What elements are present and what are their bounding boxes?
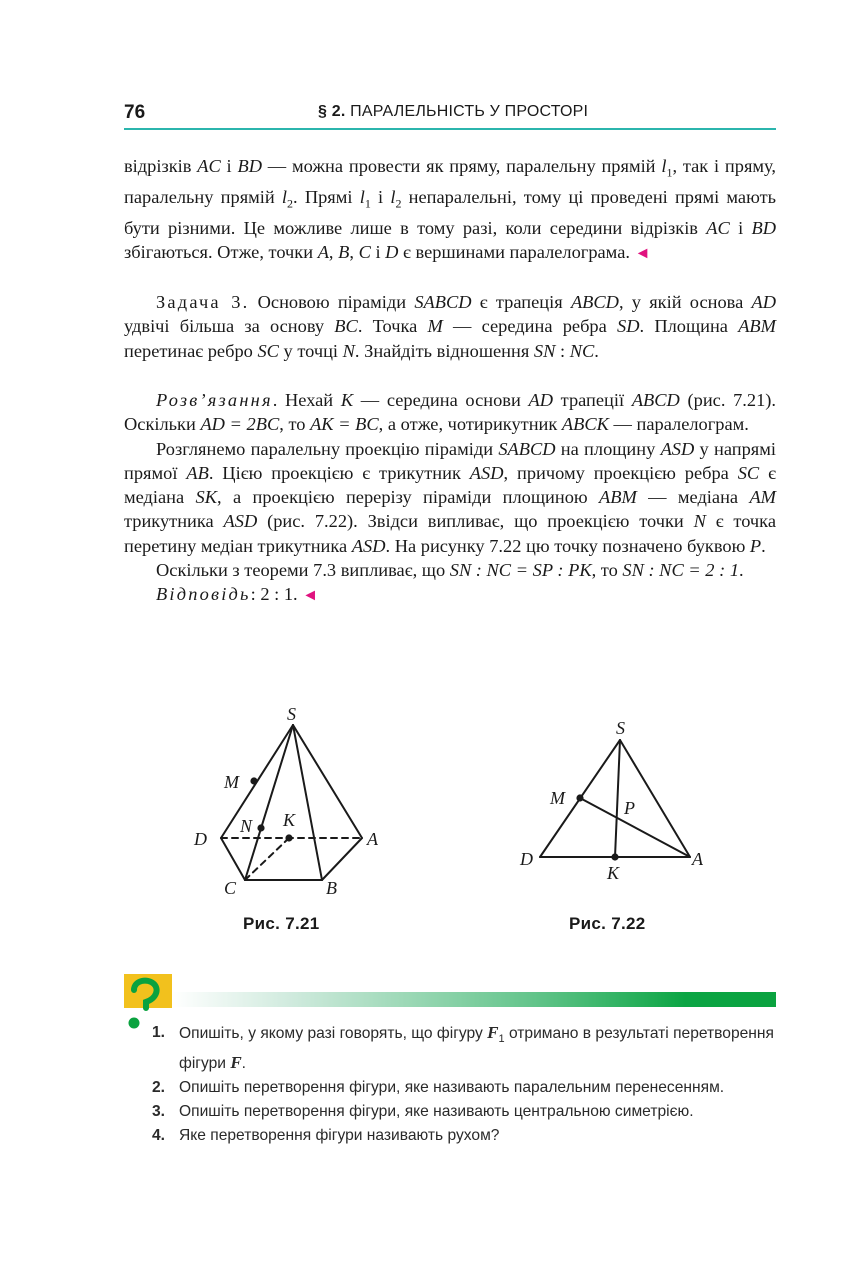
answer-label: Відповідь (156, 584, 251, 605)
solution-paragraph-3: Оскільки з теореми 7.3 випливає, що SN : NC = SP : PK, то SN : NC = 2 : 1. (156, 560, 744, 581)
solution-label: Розв’язання (156, 390, 273, 410)
question-number: 1. (152, 1024, 166, 1041)
question-number: 4. (152, 1127, 166, 1145)
figure-caption-7-22: Рис. 7.22 (569, 914, 646, 933)
question-1: 1. Опишіть, у якому разі говорять, що фігуру $F_1$ отримано в результаті перетворення фігури F. (152, 1023, 774, 1073)
label-S: S (287, 704, 296, 724)
label-A: A (367, 829, 378, 849)
label-B: B (326, 878, 337, 898)
solution-paragraph-2: Розглянемо паралельну проекцію піраміди SABCD на площину ASD у напрямі прямої AB. Цією проекцією є трикутник ASD, причому проекцією ребра SC є медіана SK, а проекцією перерізу піраміди площиною ABM — медіана AM трикутника ASD (рис. 7.22). Звідси випливає, що проекцією точки N є точка перетину медіан трикутника ASD. На рисунку 7.22 цю точку позначено буквою P. (124, 438, 777, 556)
label-M: M (550, 788, 565, 808)
label-D: D (520, 849, 533, 869)
solution (124, 388, 776, 609)
label-C: C (224, 878, 237, 898)
figure-pyramid (186, 700, 396, 900)
label-P: P (624, 798, 635, 818)
label-A: A (692, 849, 703, 869)
figure-projection (512, 712, 712, 887)
end-of-solution-marker: ◄ (302, 587, 319, 605)
intro-paragraph: відрізків AC і BD — можна провести як пряму, паралельну прямій $l_1$, так і пряму, паралельну прямій $l_2$. Прямі $l_1$ і $l_2$ непаралельні, тому ці проведені прямі мають бути різними. Це можливе лише в тому разі, коли середини відрізків AC і BD збігаються. Отже, точки A, B, C і D є вершинами паралелограма. ◄ (124, 156, 776, 263)
question-number: 2. (152, 1079, 166, 1097)
question-number: 3. (152, 1103, 166, 1121)
answer-line (124, 582, 776, 608)
problem-statement: Задача 3. Основою піраміди SABCD є трапеція ABCD, у якій основа AD удвічі більша за основу BC. Точка M — середина ребра SD. Площина ABM перетинає ребро SC у точці N. Знайдіть відношення SN : NC. (124, 292, 777, 361)
problem-label: Задача 3. (156, 292, 250, 312)
point-K (285, 834, 292, 841)
label-N: N (240, 816, 253, 836)
answer-value: : 2 : 1. (250, 584, 303, 605)
question-4: 4. Яке перетворення фігури називають рухом? (152, 1124, 782, 1148)
solution-paragraph-1: Розв’язання. Нехай K — середина основи AD трапеції ABCD (рис. 7.21). Оскільки AD = 2BC, то AK = BC, а отже, чотирикутник ABCK — паралелограм. (124, 390, 777, 435)
point-K (611, 853, 618, 860)
figure-caption-7-21: Рис. 7.21 (243, 914, 320, 933)
question-2: 2. Опишіть перетворення фігури, яке називають паралельним перенесенням. (152, 1076, 782, 1100)
edge-DC (221, 838, 245, 880)
point-M (250, 777, 257, 784)
label-S: S (616, 718, 625, 738)
label-M: M (224, 772, 239, 792)
page-header (124, 100, 776, 130)
point-M (576, 794, 583, 801)
section-name: ПАРАЛЕЛЬНІСТЬ У ПРОСТОРІ (350, 103, 589, 120)
section-number: § 2. (318, 103, 346, 120)
edge-BA (322, 838, 362, 880)
median-SK (615, 740, 620, 857)
question-3: 3. Опишіть перетворення фігури, яке називають центральною симетрією. (152, 1100, 782, 1124)
review-questions-bar (172, 992, 776, 1007)
label-D: D (194, 829, 207, 849)
label-K: K (283, 810, 296, 830)
point-N (257, 824, 264, 831)
end-of-proof-marker: ◄ (634, 245, 651, 263)
page-number: 76 (124, 102, 146, 123)
section-title (318, 103, 588, 121)
review-questions-list (152, 1021, 782, 1148)
label-K: K (607, 863, 620, 883)
